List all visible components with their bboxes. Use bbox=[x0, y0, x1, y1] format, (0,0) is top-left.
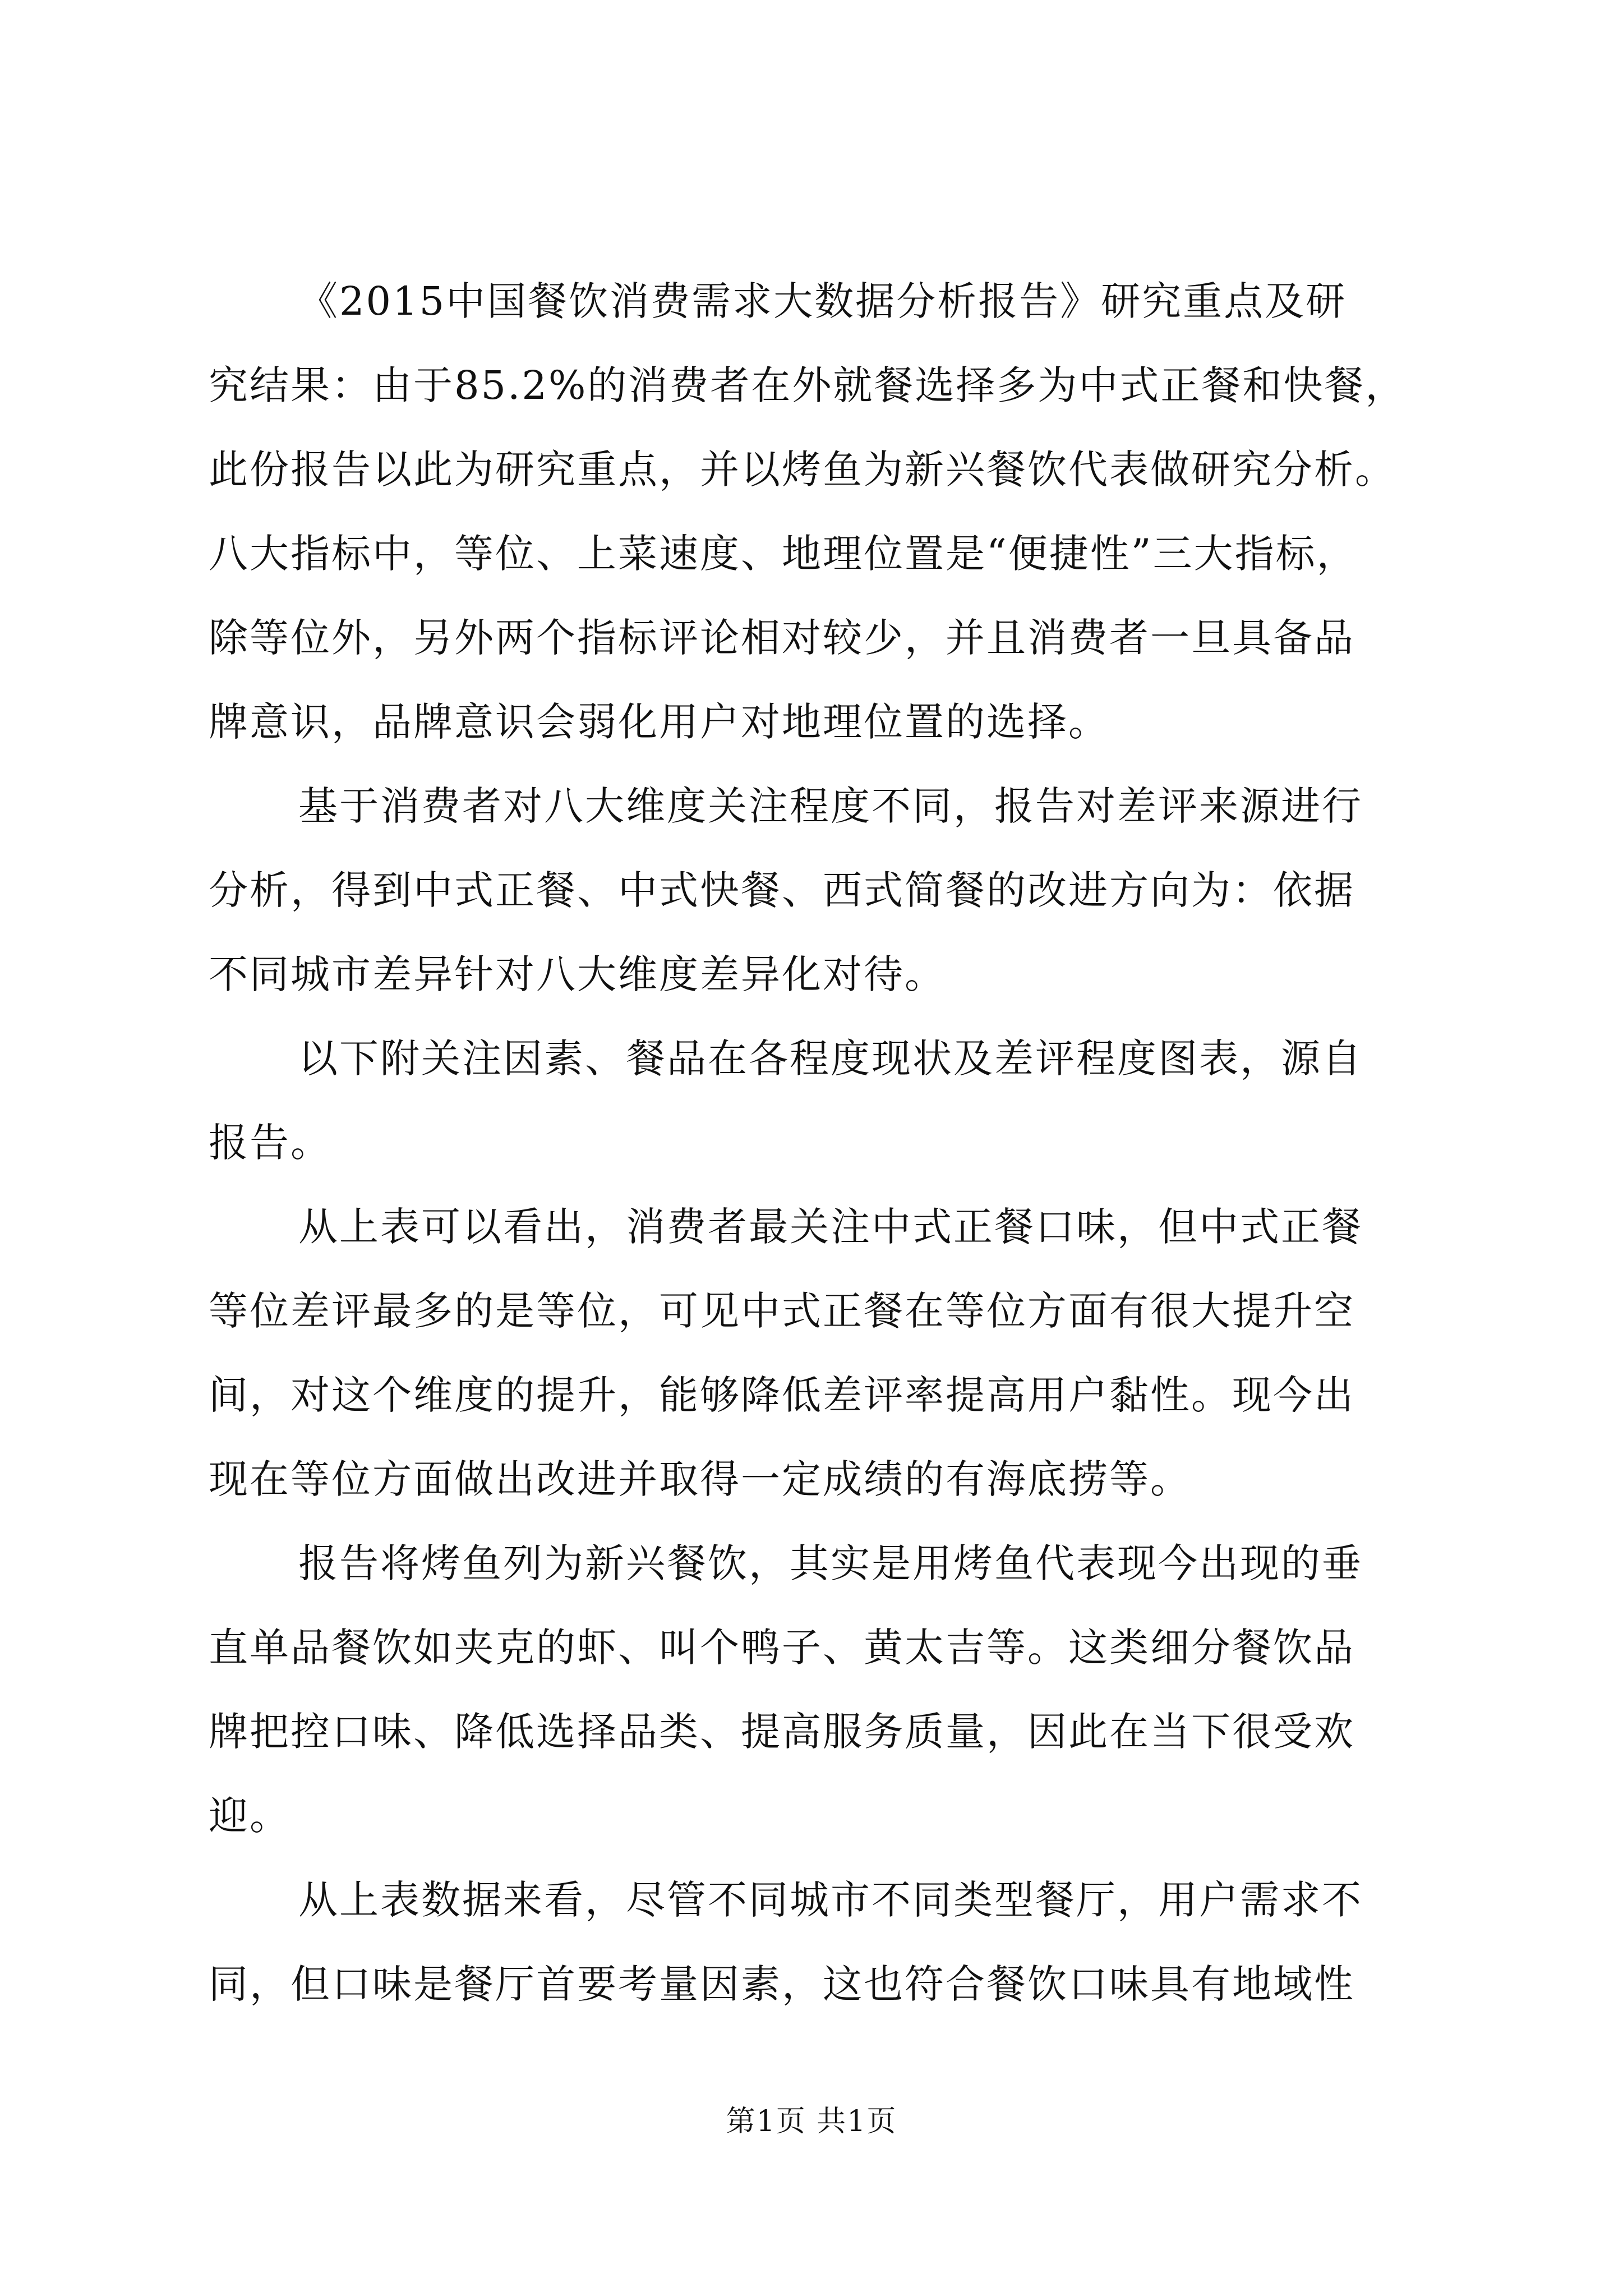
text-line: 现在等位方面做出改进并取得一定成绩的有海底捞等。 bbox=[209, 1456, 1191, 1502]
text-line: 牌把控口味、降低选择品类、提高服务质量，因此在当下很受欢 bbox=[209, 1709, 1355, 1755]
text-line: 究结果：由于85.2%的消费者在外就餐选择多为中式正餐和快餐， bbox=[209, 362, 1407, 408]
text-line: 牌意识，品牌意识会弱化用户对地理位置的选择。 bbox=[209, 699, 1109, 745]
text-line: 报告将烤鱼列为新兴餐饮，其实是用烤鱼代表现今出现的垂 bbox=[298, 1540, 1363, 1586]
text-line: 此份报告以此为研究重点，并以烤鱼为新兴餐饮代表做研究分析。 bbox=[209, 447, 1396, 493]
text-line: 报告。 bbox=[209, 1120, 331, 1166]
text-line: 直单品餐饮如夹克的虾、叫个鸭子、黄太吉等。这类细分餐饮品 bbox=[209, 1625, 1355, 1671]
document-body bbox=[209, 259, 1442, 2026]
text-line: 不同城市差异针对八大维度差异化对待。 bbox=[209, 951, 946, 997]
text-line: 同，但口味是餐厅首要考量因素，这也符合餐饮口味具有地域性 bbox=[209, 1961, 1355, 2007]
text-line: 间，对这个维度的提升，能够降低差评率提高用户黏性。现今出 bbox=[209, 1372, 1355, 1418]
text-line: 以下附关注因素、餐品在各程度现状及差评程度图表，源自 bbox=[298, 1036, 1363, 1082]
text-line: 从上表数据来看，尽管不同城市不同类型餐厅，用户需求不 bbox=[298, 1877, 1363, 1923]
text-line: 分析，得到中式正餐、中式快餐、西式简餐的改进方向为：依据 bbox=[209, 867, 1355, 913]
text-line: 《2015中国餐饮消费需求大数据分析报告》研究重点及研 bbox=[298, 278, 1347, 324]
text-line: 基于消费者对八大维度关注程度不同，报告对差评来源进行 bbox=[298, 783, 1363, 829]
text-line: 除等位外，另外两个指标评论相对较少，并且消费者一旦具备品 bbox=[209, 615, 1355, 661]
text-line: 等位差评最多的是等位，可见中式正餐在等位方面有很大提升空 bbox=[209, 1288, 1355, 1334]
page-footer: 第1页 共1页 bbox=[726, 2105, 897, 2138]
text-line: 八大指标中，等位、上菜速度、地理位置是“便捷性”三大指标， bbox=[209, 531, 1358, 577]
text-line: 迎。 bbox=[209, 1793, 291, 1839]
text-line: 从上表可以看出，消费者最关注中式正餐口味，但中式正餐 bbox=[298, 1204, 1363, 1250]
